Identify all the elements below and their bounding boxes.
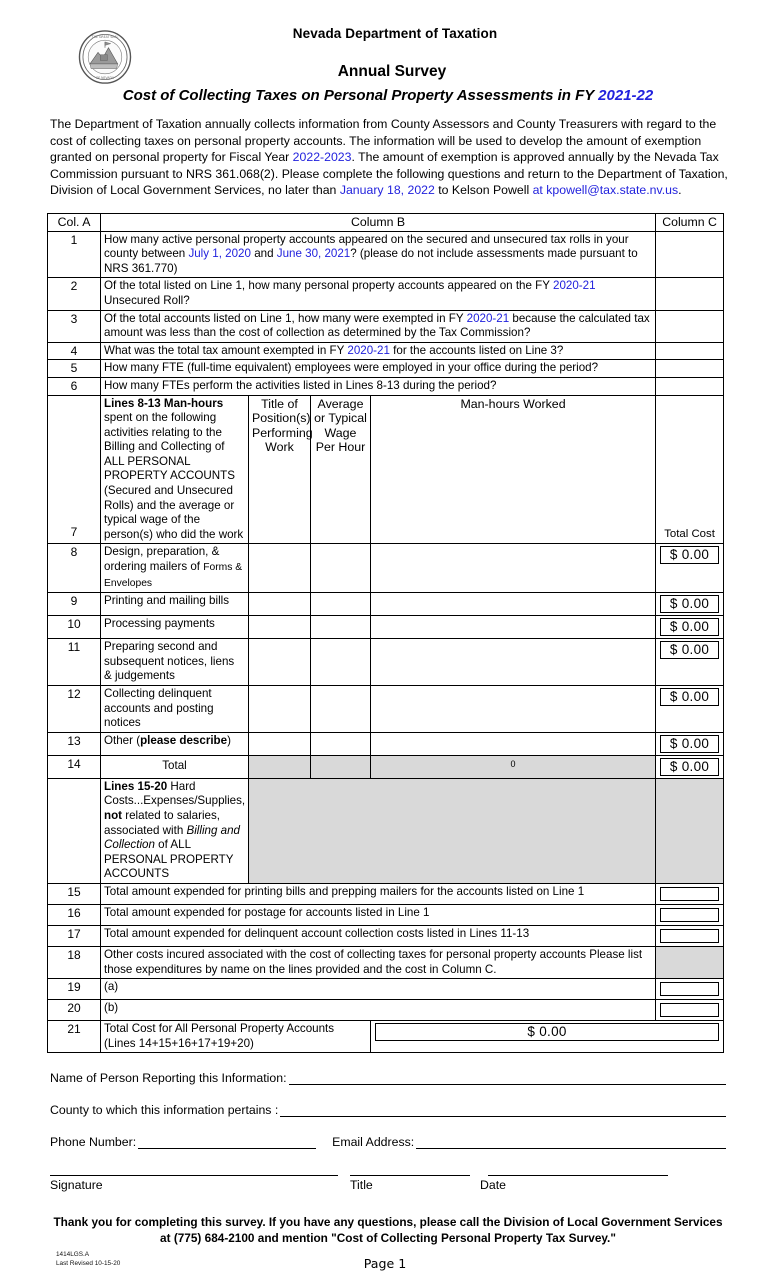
- row-11-wage-cell[interactable]: [311, 639, 371, 686]
- svg-text:THE GREAT SEAL: THE GREAT SEAL: [91, 34, 119, 39]
- row-5-number: 5: [48, 360, 101, 378]
- row-11-label: Preparing second and subsequent notices, liens & judgements: [101, 639, 249, 686]
- row-13-text-pre: Other (: [104, 733, 141, 747]
- table-row-3: [48, 310, 724, 342]
- row-2-answer-cell[interactable]: [656, 278, 724, 310]
- row-7-bold-lead: Lines 8-13 Man-hours: [104, 396, 224, 410]
- row-17-answer-cell: [656, 925, 724, 946]
- table-row-8: [48, 544, 724, 593]
- name-label: Name of Person Reporting this Information:: [50, 1071, 287, 1086]
- table-row-18: [48, 946, 724, 978]
- intro-due-date: January 18, 2022: [339, 183, 435, 198]
- row-17-input-box[interactable]: [660, 929, 719, 943]
- row-3-number: 3: [48, 310, 101, 342]
- table-row-1: [48, 231, 724, 278]
- subtitle-text: Cost of Collecting Taxes on Personal Property Assessments in FY: [122, 87, 594, 104]
- row-4-text-1: What was the total tax amount exempted in FY: [104, 343, 348, 357]
- row-8-total-cost-cell: [656, 544, 724, 593]
- row-13-wage-cell[interactable]: [311, 732, 371, 755]
- intro-email-link[interactable]: at kpowell@tax.state.nv.us: [532, 183, 679, 198]
- subheader-total-cost: Total Cost: [656, 395, 724, 544]
- row-14-total-cost-cell: [656, 755, 724, 778]
- row-4-question: [101, 342, 656, 360]
- row-13-number: 13: [48, 732, 101, 755]
- title-label: Title: [350, 1178, 373, 1193]
- row-19-label[interactable]: (a): [101, 979, 656, 1000]
- phone-email-field-row: [50, 1135, 726, 1149]
- row-21-label: Total Cost for All Personal Property Accounts (Lines 14+15+16+17+19+20): [101, 1021, 371, 1053]
- signature-label: Signature: [50, 1178, 103, 1193]
- row-13-text-bold: please describe: [140, 733, 228, 747]
- table-row-11: [48, 639, 724, 686]
- row-14-wage-cell: [311, 755, 371, 778]
- name-field-row: [50, 1071, 726, 1085]
- table-row-hardcosts-header: [48, 778, 724, 883]
- row-16-label: Total amount expended for postage for accounts listed in Line 1: [101, 904, 656, 925]
- subheader-man-hours-worked: Man-hours Worked: [371, 395, 656, 544]
- intro-text-1: The Department of Taxation annually collects information from County Assessors and County Treasurers with regard to the cost of collecting taxes on personal property accounts. The information will be used to develop the amount of exemption granted on personal property for Fiscal Year: [50, 117, 717, 165]
- subheader-average-wage: Average or Typical Wage Per Hour: [311, 395, 371, 544]
- row-1-date-1: July 1, 2020: [188, 247, 251, 261]
- row-4-fy: 2020-21: [347, 343, 390, 357]
- table-row-13: [48, 732, 724, 755]
- survey-title: Annual Survey: [337, 63, 447, 80]
- row-13-text-post: ): [227, 733, 231, 747]
- row-6-answer-cell[interactable]: [656, 377, 724, 395]
- row-13-total-cost-cell: [656, 732, 724, 755]
- row-12-title-cell[interactable]: [249, 686, 311, 733]
- hardcosts-bold-not: not: [104, 808, 123, 822]
- row-7-number: 7: [48, 395, 101, 544]
- row-12-total-cost-cell: [656, 686, 724, 733]
- county-input-line[interactable]: [280, 1106, 726, 1117]
- name-input-line[interactable]: [289, 1074, 727, 1085]
- intro-text-2: . The amount of exemption is approved annually by the Nevada Tax Commission pursuant to NRS 361.068(2). Please complete the following questions and return to the Department of Taxation, Division of Local Government Services, no later than: [50, 150, 728, 198]
- row-8-wage-cell[interactable]: [311, 544, 371, 593]
- row-7-desc-text: spent on the following activities relating to the Billing and Collecting of ALL PERSONAL PROPERTY ACCOUNTS (Secured and Unsecured Rolls) and the average or typical wage of the person(s) who did the work: [104, 411, 244, 541]
- row-18-number: 18: [48, 946, 101, 978]
- row-8-text-small: Forms & Envelopes: [104, 562, 243, 589]
- row-3-fy: 2020-21: [466, 311, 510, 325]
- row-11-manhours-cell[interactable]: [371, 639, 656, 686]
- row-2-text-2: Unsecured Roll?: [104, 293, 190, 307]
- row-19-answer-cell: [656, 979, 724, 1000]
- row-8-manhours-cell[interactable]: [371, 544, 656, 593]
- row-13-title-cell[interactable]: [249, 732, 311, 755]
- hardcosts-shaded-span: [249, 778, 656, 883]
- row-10-number: 10: [48, 616, 101, 639]
- row-21-grand-total-cell: [371, 1021, 724, 1053]
- header-col-b: Column B: [101, 213, 656, 231]
- row-2-fy: 2020-21: [553, 279, 596, 293]
- row-7-description: [101, 395, 249, 544]
- row-10-manhours-cell[interactable]: [371, 616, 656, 639]
- document-header: [0, 0, 770, 104]
- row-18-shaded-cell: [656, 946, 724, 978]
- row-1-text-2: and: [250, 247, 277, 261]
- row-3-text-1: Of the total accounts listed on Line 1, how many were exempted in FY: [104, 311, 467, 325]
- hardcosts-blank-number: [48, 778, 101, 883]
- row-11-total-cost-cell: [656, 639, 724, 686]
- row-3-text-2: because the calculated tax amount was less than the cost of collection as determined by the Tax Commission?: [104, 311, 650, 340]
- subheader-title-of-position: Title of Position(s) Performing Work: [249, 395, 311, 544]
- phone-input-line[interactable]: [138, 1138, 316, 1149]
- page-number: Page 1: [363, 1256, 407, 1271]
- row-4-answer-cell[interactable]: [656, 342, 724, 360]
- row-11-number: 11: [48, 639, 101, 686]
- subtitle-fiscal-year: 2021-22: [598, 87, 654, 104]
- row-11-title-cell[interactable]: [249, 639, 311, 686]
- header-col-c: Column C: [656, 213, 724, 231]
- row-10-title-cell[interactable]: [249, 616, 311, 639]
- table-row-15: [48, 883, 724, 904]
- row-12-wage-cell[interactable]: [311, 686, 371, 733]
- row-6-question: How many FTEs perform the activities listed in Lines 8-13 during the period?: [101, 377, 656, 395]
- row-3-answer-cell[interactable]: [656, 310, 724, 342]
- row-8-title-cell[interactable]: [249, 544, 311, 593]
- table-row-16: [48, 904, 724, 925]
- intro-paragraph: [50, 116, 728, 199]
- table-row-20: [48, 1000, 724, 1021]
- hardcosts-shaded-colc: [656, 778, 724, 883]
- table-row-14: [48, 755, 724, 778]
- reporter-fields: [50, 1071, 726, 1149]
- row-14-title-cell: [249, 755, 311, 778]
- title-line[interactable]: [350, 1175, 470, 1176]
- row-21-grand-total-value: $ 0.00: [375, 1023, 719, 1041]
- row-17-label: Total amount expended for delinquent account collection costs listed in Lines 11-13: [101, 925, 656, 946]
- intro-fiscal-year: 2022-2023: [292, 150, 352, 165]
- county-label: County to which this information pertains :: [50, 1103, 279, 1118]
- nevada-state-seal-icon: [76, 27, 134, 87]
- row-6-number: 6: [48, 377, 101, 395]
- hardcosts-italic: Billing and Collection: [104, 823, 240, 852]
- row-5-answer-cell[interactable]: [656, 360, 724, 378]
- row-14-manhours-total: 0: [371, 755, 656, 778]
- header-col-a: Col. A: [48, 213, 101, 231]
- intro-text-3: to Kelson Powell: [434, 183, 533, 198]
- row-16-input-box[interactable]: [660, 908, 719, 922]
- email-label: Email Address:: [332, 1135, 415, 1150]
- row-15-answer-cell: [656, 883, 724, 904]
- row-10-total-cost-cell: [656, 616, 724, 639]
- row-9-number: 9: [48, 593, 101, 616]
- table-row-5: [48, 360, 724, 378]
- table-row-19: [48, 979, 724, 1000]
- row-1-text-1: How many active personal property accounts appeared on the secured and unsecured tax rolls in your county between: [104, 232, 629, 261]
- hardcosts-text-1: Hard Costs...Expenses/Supplies,: [104, 779, 246, 808]
- department-title: Nevada Department of Taxation: [292, 26, 498, 41]
- county-field-row: [50, 1103, 726, 1117]
- row-21-number: 21: [48, 1021, 101, 1053]
- row-18-label: Other costs incured associated with the cost of collecting taxes for personal property accounts Please list those expenditures by name on the lines provided and the cost in Column C.: [101, 946, 656, 978]
- table-row-7: [48, 395, 724, 544]
- row-19-input-box[interactable]: [660, 982, 719, 996]
- row-13-label: [101, 732, 249, 755]
- row-9-wage-cell[interactable]: [311, 593, 371, 616]
- date-label: Date: [480, 1178, 506, 1193]
- row-5-question: How many FTE (full-time equivalent) employees were employed in your office during the period?: [101, 360, 656, 378]
- hardcosts-description: [101, 778, 249, 883]
- row-13-total-value: $ 0.00: [660, 735, 719, 753]
- row-14-number: 14: [48, 755, 101, 778]
- row-12-label: Collecting delinquent accounts and posting notices: [101, 686, 249, 733]
- row-8-label: [101, 544, 249, 593]
- row-11-total-value: $ 0.00: [660, 641, 719, 659]
- row-20-number: 20: [48, 1000, 101, 1021]
- row-16-answer-cell: [656, 904, 724, 925]
- row-9-total-cost-cell: [656, 593, 724, 616]
- form-number: 1414LGS.A: [56, 1251, 90, 1259]
- row-8-total-value: $ 0.00: [660, 546, 719, 564]
- thank-you-note: Thank you for completing this survey. If you have any questions, please call the Division of Local Government Services at (775) 684-2100 and mention "Cost of Collecting Personal Property Tax Survey.": [53, 1215, 723, 1246]
- row-2-question: [101, 278, 656, 310]
- signature-line[interactable]: [50, 1175, 338, 1176]
- table-row-9: [48, 593, 724, 616]
- row-10-label: Processing payments: [101, 616, 249, 639]
- survey-table-wrapper: [47, 213, 723, 1053]
- row-9-title-cell[interactable]: [249, 593, 311, 616]
- row-8-text: Design, preparation, & ordering mailers of: [104, 545, 220, 574]
- hardcosts-text-2: related to salaries, associated with: [104, 808, 220, 837]
- row-1-question: [101, 231, 656, 278]
- svg-text:OF NEVADA: OF NEVADA: [95, 76, 115, 81]
- row-1-number: 1: [48, 231, 101, 278]
- row-20-label[interactable]: (b): [101, 1000, 656, 1021]
- row-12-number: 12: [48, 686, 101, 733]
- row-13-manhours-cell[interactable]: [371, 732, 656, 755]
- row-15-input-box[interactable]: [660, 887, 719, 901]
- row-9-label: Printing and mailing bills: [101, 593, 249, 616]
- table-row-6: [48, 377, 724, 395]
- row-3-question: [101, 310, 656, 342]
- row-1-date-2: June 30, 2021: [276, 247, 351, 261]
- row-10-wage-cell[interactable]: [311, 616, 371, 639]
- row-9-manhours-cell[interactable]: [371, 593, 656, 616]
- row-8-number: 8: [48, 544, 101, 593]
- table-row-12: [48, 686, 724, 733]
- row-1-text-3: ? (please do not include assessments made pursuant to NRS 361.770): [104, 247, 638, 275]
- date-line[interactable]: [488, 1175, 668, 1176]
- row-16-number: 16: [48, 904, 101, 925]
- table-row-10: [48, 616, 724, 639]
- table-row-21: [48, 1021, 724, 1053]
- row-14-label: Total: [101, 755, 249, 778]
- row-4-text-2: for the accounts listed on Line 3?: [389, 343, 564, 357]
- table-header-row: [48, 213, 724, 231]
- row-12-total-value: $ 0.00: [660, 688, 719, 706]
- row-1-answer-cell[interactable]: [656, 231, 724, 278]
- row-15-number: 15: [48, 883, 101, 904]
- intro-text-4: .: [678, 183, 682, 198]
- row-2-text-1: Of the total listed on Line 1, how many personal property accounts appeared on the FY: [104, 279, 553, 293]
- survey-subtitle: [0, 87, 770, 104]
- email-input-line[interactable]: [416, 1138, 726, 1149]
- signature-labels: [50, 1178, 726, 1192]
- phone-label: Phone Number:: [50, 1135, 137, 1150]
- hardcosts-bold-lead: Lines 15-20: [104, 779, 168, 793]
- row-19-number: 19: [48, 979, 101, 1000]
- row-12-manhours-cell[interactable]: [371, 686, 656, 733]
- form-revision-date: Last Revised 10-15-20: [56, 1260, 121, 1268]
- row-14-total-value: $ 0.00: [660, 758, 719, 776]
- survey-table: [47, 213, 724, 1053]
- row-4-number: 4: [48, 342, 101, 360]
- row-10-total-value: $ 0.00: [660, 618, 719, 636]
- table-row-4: [48, 342, 724, 360]
- row-20-answer-cell: [656, 1000, 724, 1021]
- table-row-17: [48, 925, 724, 946]
- row-9-total-value: $ 0.00: [660, 595, 719, 613]
- table-row-2: [48, 278, 724, 310]
- row-17-number: 17: [48, 925, 101, 946]
- signature-lines: [50, 1175, 726, 1176]
- row-20-input-box[interactable]: [660, 1003, 719, 1017]
- hardcosts-text-3: of ALL PERSONAL PROPERTY ACCOUNTS: [104, 838, 234, 881]
- row-2-number: 2: [48, 278, 101, 310]
- row-15-label: Total amount expended for printing bills and prepping mailers for the accounts listed on Line 1: [101, 883, 656, 904]
